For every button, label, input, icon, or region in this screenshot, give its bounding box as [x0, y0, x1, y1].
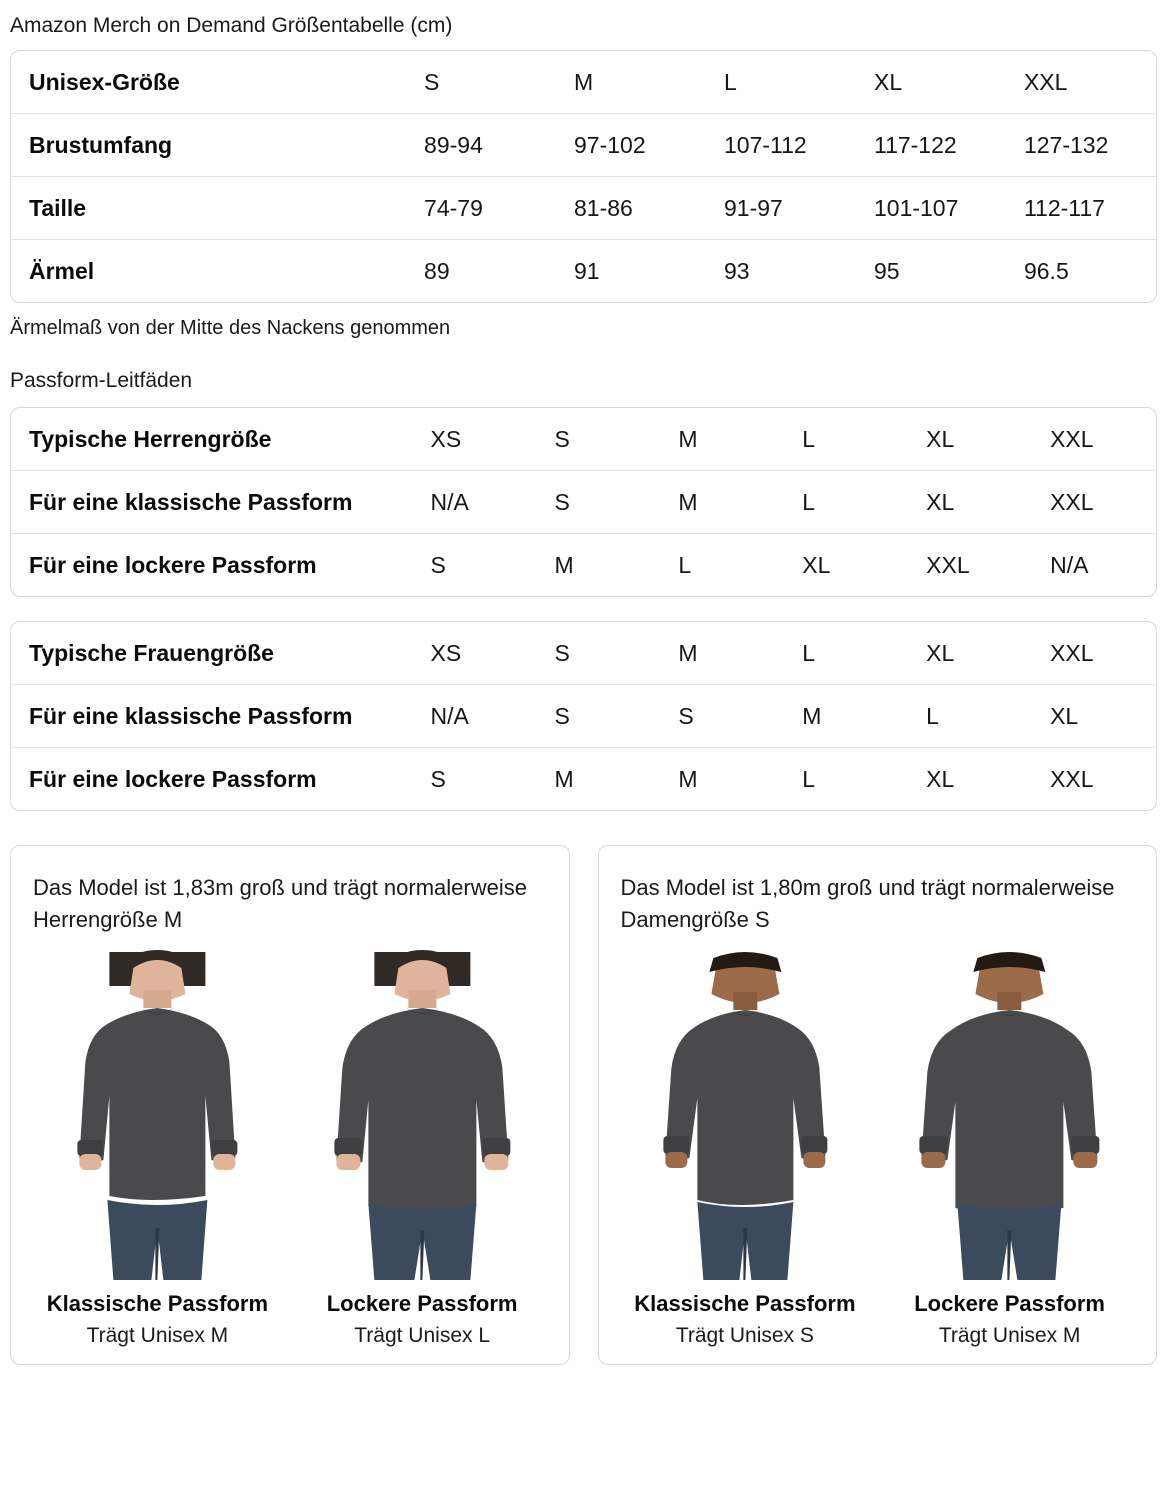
cell: 96.5 [1006, 239, 1156, 302]
model-description: Das Model ist 1,83m groß und trägt normalerweise Herrengröße M [33, 875, 527, 932]
model-figure-classic [621, 950, 870, 1350]
cell: N/A [1032, 533, 1156, 596]
cell: 81-86 [556, 176, 706, 239]
row-label: Brustumfang [11, 113, 406, 176]
model-figure-loose [885, 950, 1134, 1350]
row-label: Für eine lockere Passform [11, 533, 413, 596]
model-description: Das Model ist 1,80m groß und trägt normalerweise Damengröße S [620, 875, 1115, 932]
cell: M [536, 747, 660, 810]
cell: M [784, 684, 908, 747]
female-classic-fit-photo [621, 950, 870, 1280]
cell: XXL [908, 533, 1032, 596]
cell: XL [1032, 684, 1156, 747]
cell: XXL [1023, 69, 1068, 95]
cell: M [574, 69, 594, 95]
table-row [11, 408, 1156, 470]
cell: M [678, 426, 698, 452]
cell: L [784, 470, 908, 533]
cell: 91 [556, 239, 706, 302]
cell: 95 [856, 239, 1006, 302]
measurement-table [10, 50, 1157, 303]
cell: L [660, 533, 784, 596]
cell: XS [430, 426, 462, 452]
table-row [11, 239, 1156, 302]
cell: XL [926, 426, 955, 452]
cell: L [724, 69, 737, 95]
table-row [11, 747, 1156, 810]
fit-guides-title: Passform-Leitfäden [10, 369, 193, 392]
cell: XXL [1050, 426, 1094, 452]
fit-wears-label: Trägt Unisex M [86, 1324, 229, 1347]
cell: N/A [413, 684, 537, 747]
cell: XL [908, 470, 1032, 533]
table-row [11, 470, 1156, 533]
cell: 93 [706, 239, 856, 302]
model-cards [10, 845, 1157, 1375]
model-figure-loose [298, 950, 547, 1350]
cell: XL [873, 69, 903, 95]
page-title: Amazon Merch on Demand Größentabelle (cm) [10, 14, 453, 37]
model-figure-pair [33, 950, 547, 1350]
womens-fit-table [10, 621, 1157, 811]
fit-label: Lockere Passform [326, 1291, 518, 1316]
model-figure-classic [33, 950, 282, 1350]
cell: XXL [1050, 640, 1094, 666]
row-label: Für eine klassische Passform [11, 470, 413, 533]
female-loose-fit-photo [885, 950, 1134, 1280]
female-figure-loose-icon [885, 950, 1134, 1280]
cell: L [802, 426, 816, 452]
cell: XL [926, 640, 955, 666]
cell: S [536, 684, 660, 747]
cell: 91-97 [706, 176, 856, 239]
table-row [11, 622, 1156, 684]
cell: 112-117 [1006, 176, 1156, 239]
fit-wears-label: Trägt Unisex L [354, 1324, 491, 1347]
cell: 97-102 [556, 113, 706, 176]
cell: 117-122 [856, 113, 1006, 176]
fit-label: Klassische Passform [634, 1291, 856, 1316]
row-label: Für eine lockere Passform [11, 747, 413, 810]
male-figure-classic-icon [33, 950, 282, 1280]
row-label: Für eine klassische Passform [11, 684, 413, 747]
table-row [11, 113, 1156, 176]
cell: L [784, 747, 908, 810]
female-figure-classic-icon [621, 950, 870, 1280]
cell: L [908, 684, 1032, 747]
cell: N/A [413, 470, 537, 533]
row-label: Typische Herrengröße [29, 426, 272, 452]
cell: 127-132 [1006, 113, 1156, 176]
female-model-card [598, 845, 1158, 1365]
table-spacer [10, 597, 1157, 621]
fit-wears-label: Trägt Unisex M [938, 1324, 1081, 1347]
cell: XL [784, 533, 908, 596]
male-loose-fit-photo [298, 950, 547, 1280]
fit-label: Klassische Passform [46, 1291, 269, 1316]
table-row [11, 51, 1156, 113]
table-row [11, 533, 1156, 596]
table-row [11, 176, 1156, 239]
cell: S [660, 684, 784, 747]
model-figure-pair [621, 950, 1135, 1350]
mens-fit-table [10, 407, 1157, 597]
cell: 101-107 [856, 176, 1006, 239]
cell: M [678, 640, 698, 666]
fit-wears-label: Trägt Unisex S [675, 1324, 814, 1347]
cell: M [660, 470, 784, 533]
cell: XXL [1032, 747, 1156, 810]
cell: 107-112 [706, 113, 856, 176]
row-label: Ärmel [11, 239, 406, 302]
sleeve-measurement-note: Ärmelmaß von der Mitte des Nackens genommen [10, 317, 451, 339]
cell: M [536, 533, 660, 596]
cell: XL [908, 747, 1032, 810]
cell: S [424, 69, 440, 95]
cell: S [413, 533, 537, 596]
cell: 89-94 [406, 113, 556, 176]
cell: 74-79 [406, 176, 556, 239]
row-label: Taille [11, 176, 406, 239]
row-label: Unisex-Größe [29, 69, 180, 95]
table-row [11, 684, 1156, 747]
male-classic-fit-photo [33, 950, 282, 1280]
cell: S [554, 640, 570, 666]
cell: 89 [406, 239, 556, 302]
row-label: Typische Frauengröße [29, 640, 274, 666]
cell: XS [430, 640, 462, 666]
male-figure-loose-icon [298, 950, 547, 1280]
fit-label: Lockere Passform [914, 1291, 1105, 1316]
cell: S [536, 470, 660, 533]
male-model-card [10, 845, 570, 1365]
cell: XXL [1032, 470, 1156, 533]
cell: S [413, 747, 537, 810]
cell: S [554, 426, 570, 452]
cell: L [802, 640, 816, 666]
cell: M [660, 747, 784, 810]
